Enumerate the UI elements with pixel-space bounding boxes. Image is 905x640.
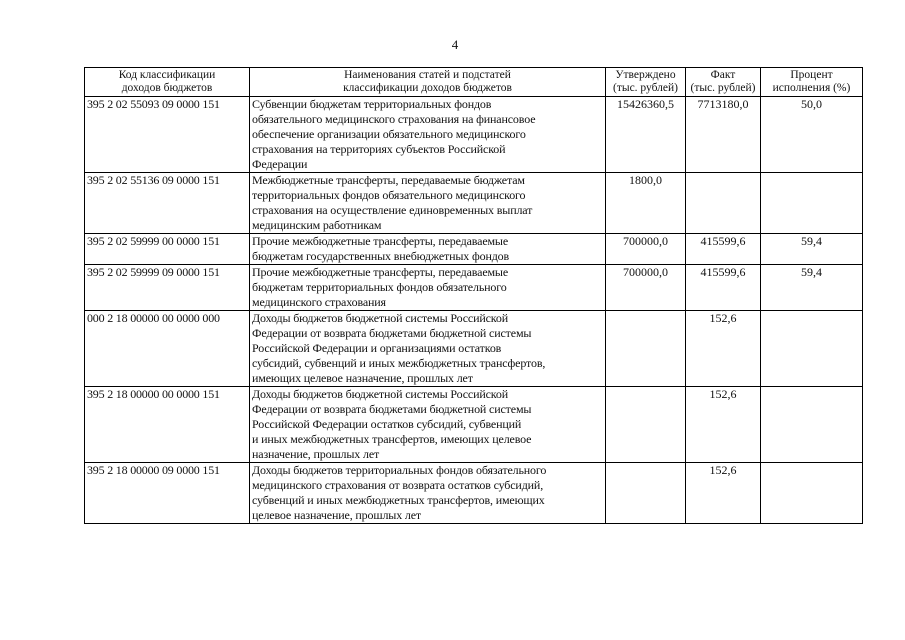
header-fact: Факт (тыс. рублей) [686,68,761,97]
table-row [85,387,863,463]
cell-name: Прочие межбюджетные трансферты, передаваемые бюджетам государственных внебюджетных фондов [250,234,606,265]
cell-percent: 59,4 [761,234,863,265]
cell-fact: 415599,6 [686,234,761,265]
table-row [85,463,863,524]
cell-code: 000 2 18 00000 00 0000 000 [85,311,250,387]
cell-fact: 152,6 [686,387,761,463]
cell-approved: 700000,0 [606,265,686,311]
cell-fact: 415599,6 [686,265,761,311]
cell-fact: 152,6 [686,311,761,387]
cell-approved: 15426360,5 [606,97,686,173]
cell-code: 395 2 02 59999 09 0000 151 [85,265,250,311]
header-code: Код классификации доходов бюджетов [85,68,250,97]
cell-name: Доходы бюджетов территориальных фондов обязательного медицинского страхования от возврата остатков субсидий, субвенций и иных межбюджетных трансфертов, имеющих целевое назначение, прошлых лет [250,463,606,524]
header-name: Наименования статей и подстатей классификации доходов бюджетов [250,68,606,97]
cell-percent: 59,4 [761,265,863,311]
cell-code: 395 2 18 00000 09 0000 151 [85,463,250,524]
header-percent: Процент исполнения (%) [761,68,863,97]
budget-income-table [84,67,863,524]
cell-name: Доходы бюджетов бюджетной системы Российской Федерации от возврата бюджетами бюджетной системы Российской Федерации и организациями остатков субсидий, субвенций и иных межбюджетных трансфертов, имеющих целевое назначение, прошлых лет [250,311,606,387]
table-row [85,173,863,234]
cell-fact: 152,6 [686,463,761,524]
cell-percent [761,173,863,234]
table-row [85,97,863,173]
cell-fact: 7713180,0 [686,97,761,173]
page-number: 4 [451,37,459,52]
cell-percent [761,387,863,463]
cell-code: 395 2 18 00000 00 0000 151 [85,387,250,463]
cell-percent: 50,0 [761,97,863,173]
cell-name: Доходы бюджетов бюджетной системы Российской Федерации от возврата бюджетами бюджетной системы Российской Федерации остатков субсидий, субвенций и иных межбюджетных трансфертов, имеющих целевое назначение, прошлых лет [250,387,606,463]
cell-percent [761,311,863,387]
table-row [85,234,863,265]
cell-name: Межбюджетные трансферты, передаваемые бюджетам территориальных фондов обязательного медицинского страхования на осуществление единовременных выплат медицинским работникам [250,173,606,234]
cell-fact [686,173,761,234]
cell-approved [606,463,686,524]
cell-code: 395 2 02 55093 09 0000 151 [85,97,250,173]
cell-code: 395 2 02 59999 00 0000 151 [85,234,250,265]
cell-approved [606,387,686,463]
table-header-row [85,68,863,97]
cell-approved: 700000,0 [606,234,686,265]
table-row [85,311,863,387]
cell-code: 395 2 02 55136 09 0000 151 [85,173,250,234]
cell-name: Субвенции бюджетам территориальных фондов обязательного медицинского страхования на финансовое обеспечение организации обязательного медицинского страхования на территориях субъектов Российской Федерации [250,97,606,173]
cell-name: Прочие межбюджетные трансферты, передаваемые бюджетам территориальных фондов обязательного медицинского страхования [250,265,606,311]
header-approved: Утверждено (тыс. рублей) [606,68,686,97]
table-row [85,265,863,311]
cell-approved [606,311,686,387]
cell-percent [761,463,863,524]
cell-approved: 1800,0 [606,173,686,234]
